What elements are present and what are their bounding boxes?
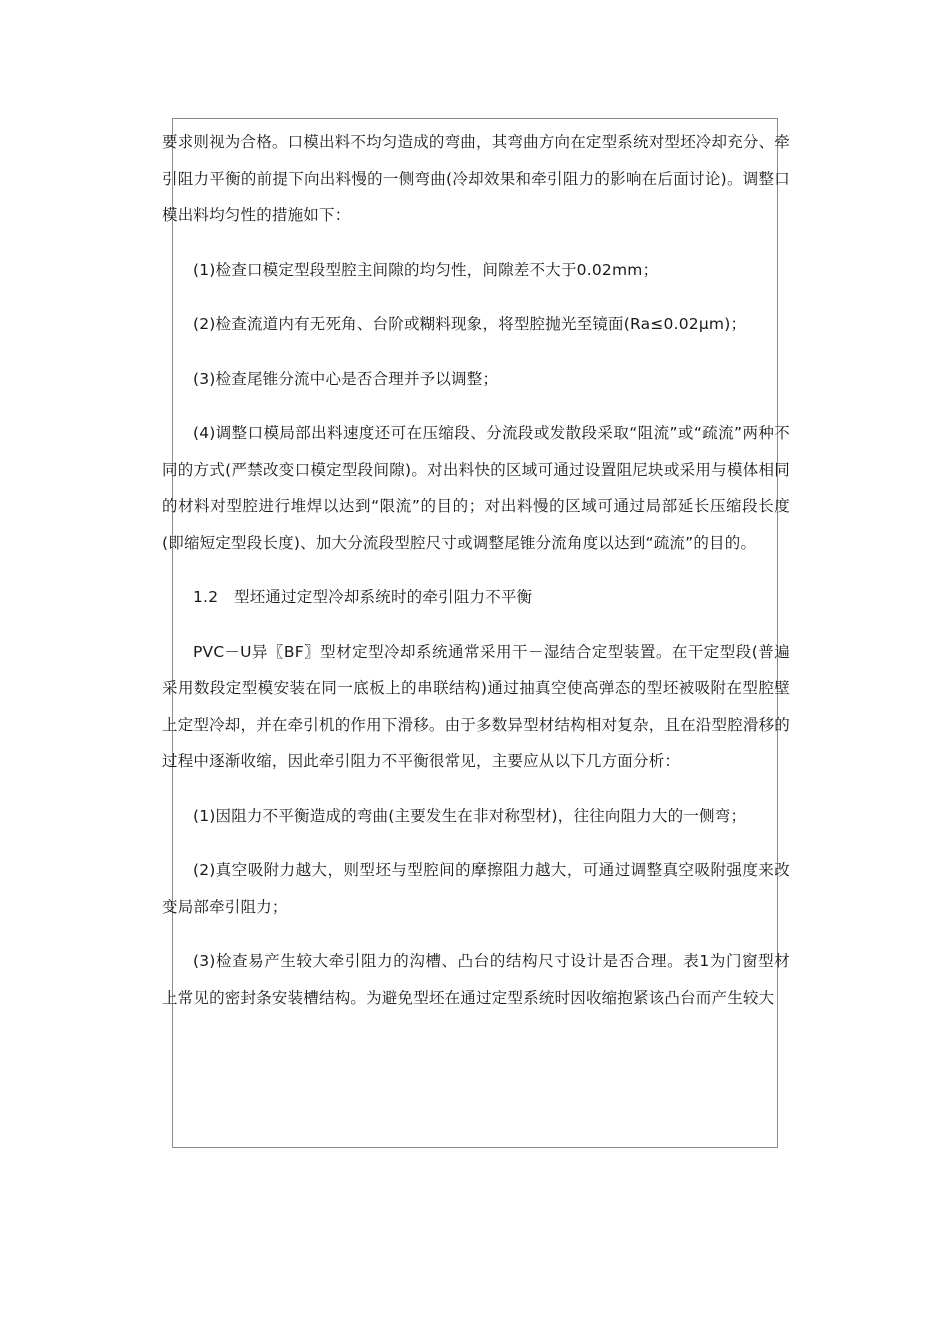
list-item-4: (4)调整口模局部出料速度还可在压缩段、分流段或发散段采取“阻流”或“疏流”两种不同的方式(严禁改变口模定型段间隙)。对出料快的区域可通过设置阻尼块或采用与模体相同的材料对型腔进行堆焊以达到“限流”的目的；对出料慢的区域可通过局部延长压缩段长度(即缩短定型段长度)、加大分流段型腔尺寸或调整尾锥分流角度以达到“疏流”的目的。 (162, 424, 790, 552)
section-paragraph: PVC－U异〖BF〗型材定型冷却系统通常采用干－湿结合定型装置。在干定型段(普遍采用数段定型模安装在同一底板上的串联结构)通过抽真空使高弹态的型坯被吸附在型腔壁上定型冷却，并在牵引机的作用下滑移。由于多数异型材结构相对复杂，且在沿型腔滑移的过程中逐渐收缩，因此牵引阻力不平衡很常见，主要应从以下几方面分析： (162, 642, 791, 770)
list-item-1: (1)检查口模定型段型腔主间隙的均匀性，间隙差不大于0.02mm； (193, 260, 659, 279)
document-body (162, 124, 790, 1034)
paragraph-continuation: 要求则视为合格。口模出料不均匀造成的弯曲，其弯曲方向在定型系统对型坯冷却充分、牵引阻力平衡的前提下向出料慢的一侧弯曲(冷却效果和牵引阻力的影响在后面讨论)。调整口模出料均匀性的措施如下： (162, 133, 791, 224)
list-item-6: (2)真空吸附力越大，则型坯与型腔间的摩擦阻力越大，可通过调整真空吸附强度来改变局部牵引阻力； (162, 861, 790, 916)
list-item-3: (3)检查尾锥分流中心是否合理并予以调整； (193, 369, 499, 388)
list-item-2: (2)检查流道内有无死角、台阶或糊料现象，将型腔抛光至镜面(Ra≤0.02μm)； (193, 315, 747, 333)
section-heading: 1.2 型坯通过定型冷却系统时的牵引阻力不平衡 (193, 588, 533, 606)
list-item-7: (3)检查易产生较大牵引阻力的沟槽、凸台的结构尺寸设计是否合理。表1为门窗型材上常见的密封条安装槽结构。为避免型坯在通过定型系统时因收缩抱紧该凸台而产生较大 (162, 952, 790, 1007)
list-item-5: (1)因阻力不平衡造成的弯曲(主要发生在非对称型材)，往往向阻力大的一侧弯； (193, 806, 747, 825)
